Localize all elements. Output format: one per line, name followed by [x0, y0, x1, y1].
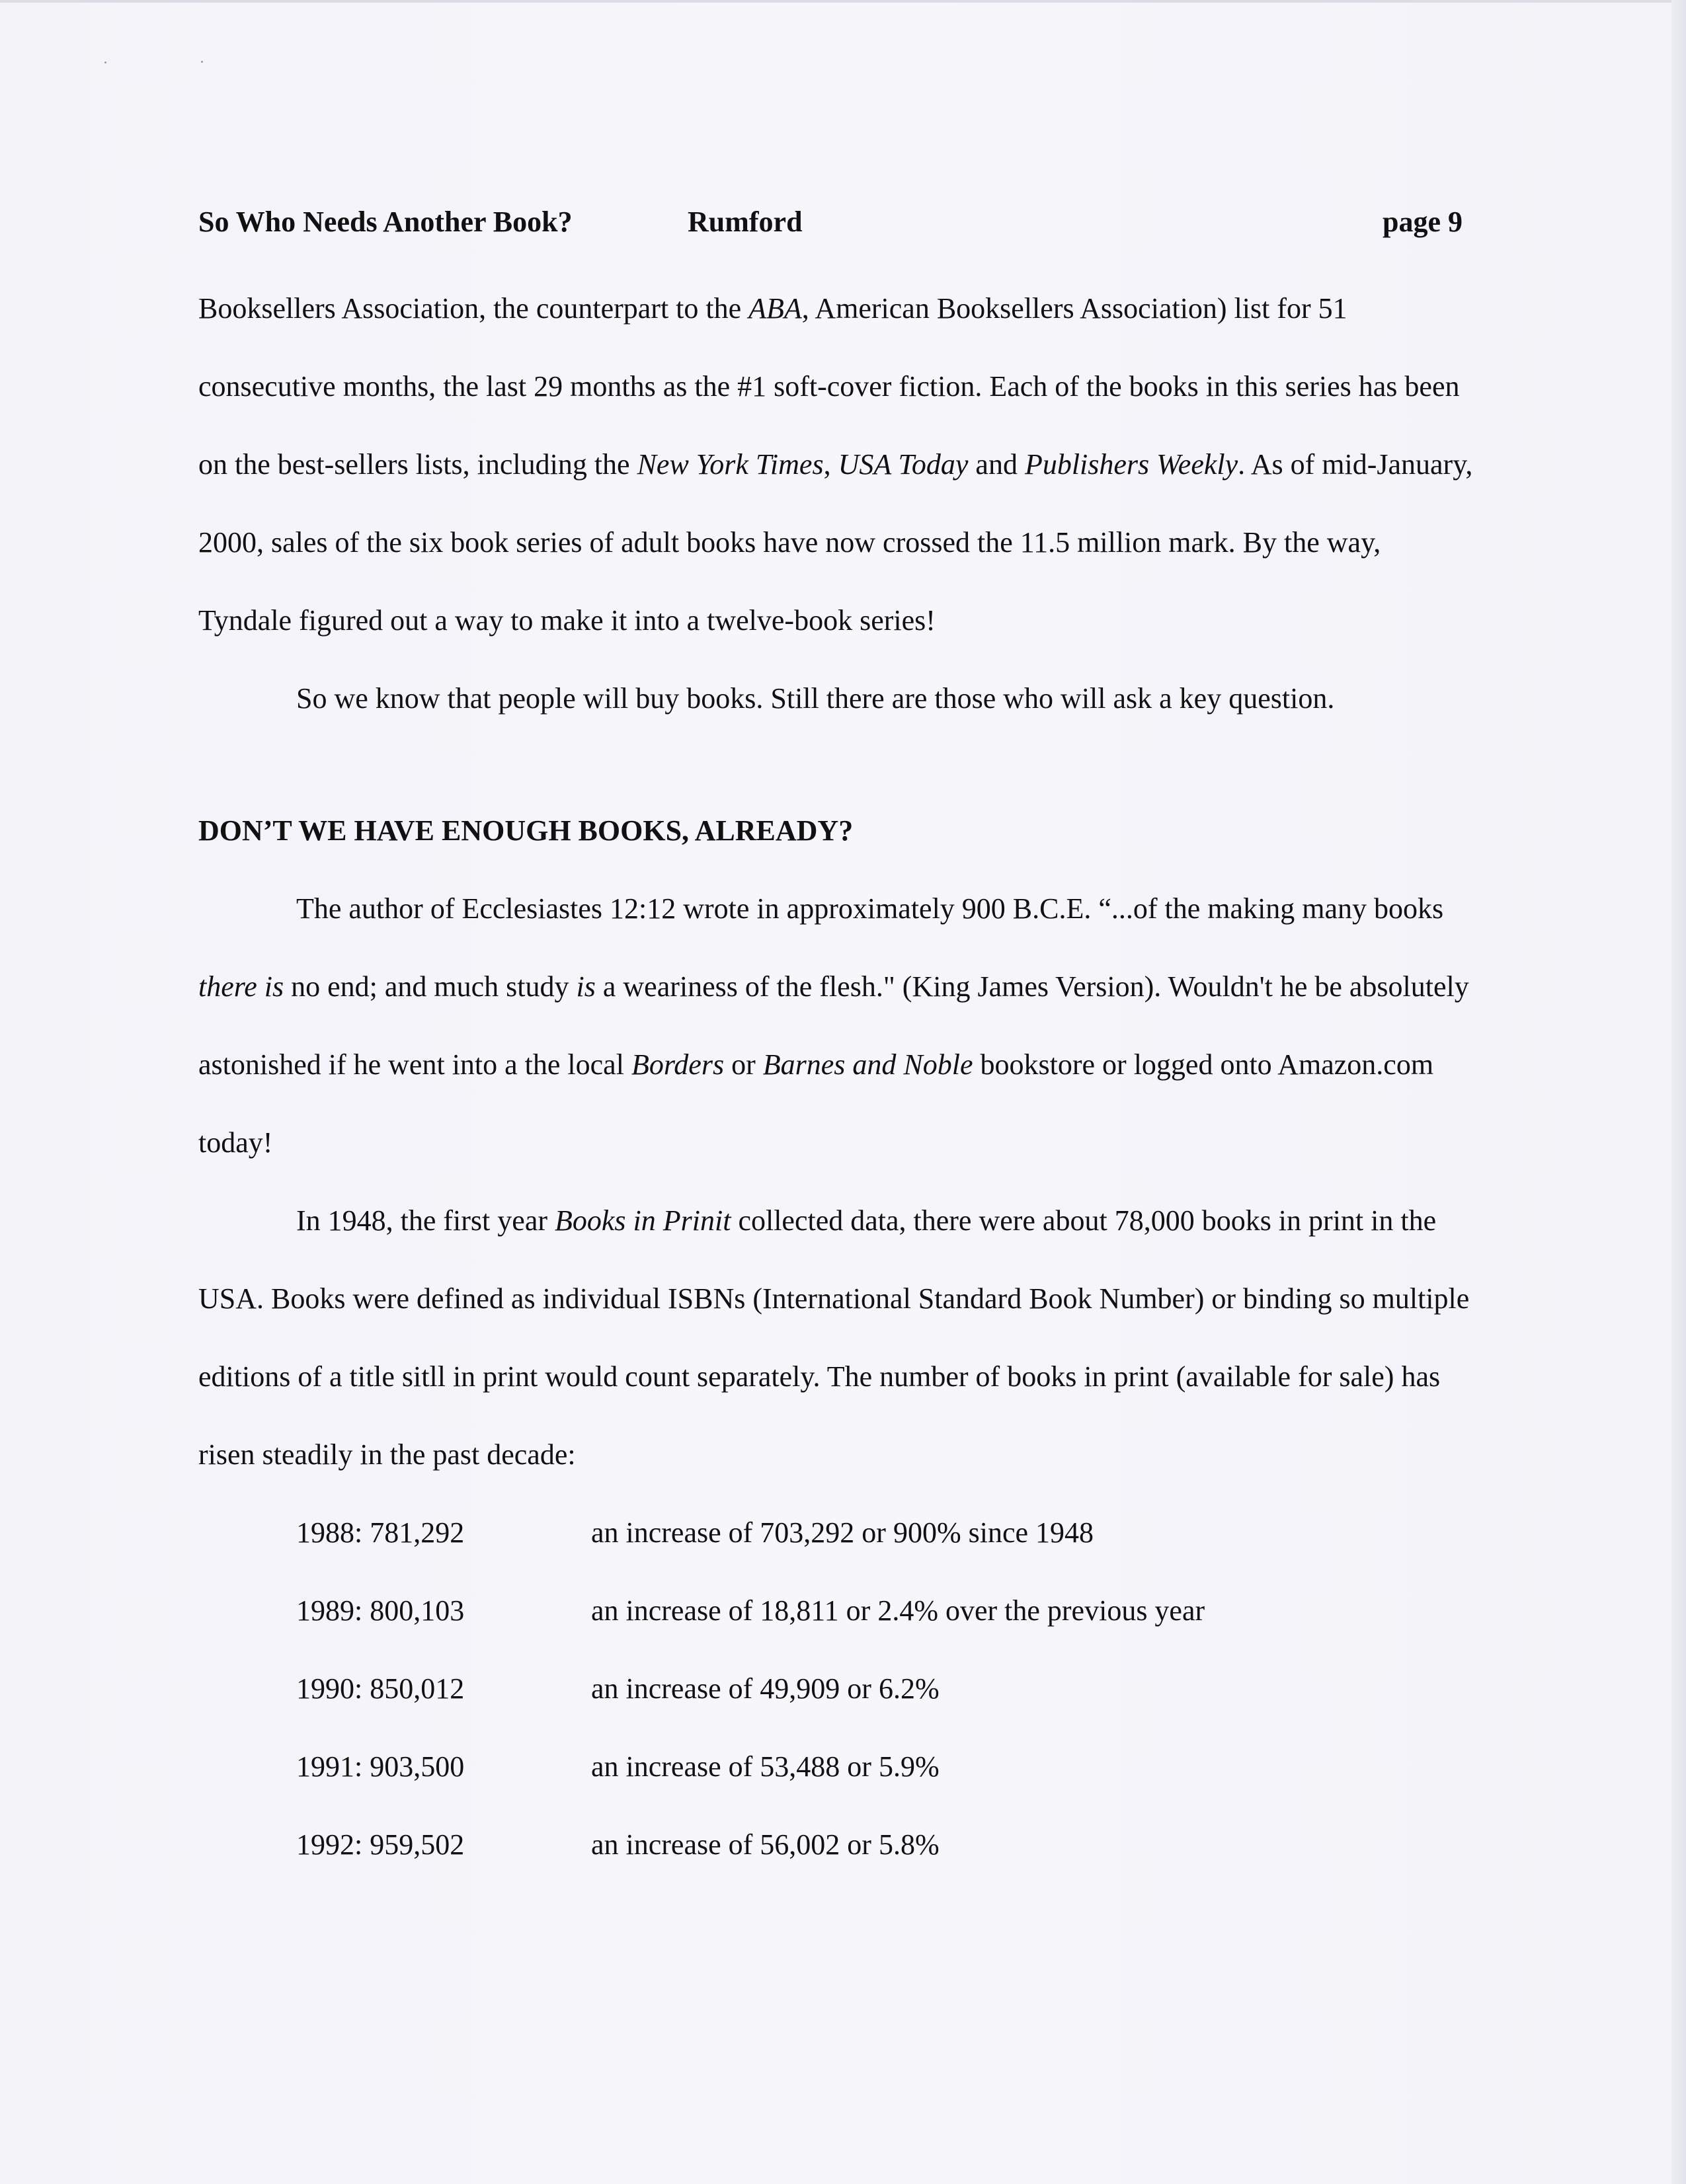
stat-row: [296, 1650, 1474, 1728]
italic-usa-today: USA Today: [838, 448, 969, 481]
italic-is: is: [576, 970, 596, 1003]
italic-barnes-and-noble: Barnes and Noble: [762, 1048, 973, 1081]
page-right-edge: [1671, 0, 1686, 2184]
stat-row: [296, 1572, 1474, 1650]
italic-new-york-times: New York Times: [637, 448, 824, 481]
books-in-print-stats: [296, 1494, 1474, 1884]
text-run: The author of Ecclesiastes 12:12 wrote in approximately 900 B.C.E. “...of the making many books: [296, 892, 1444, 925]
running-header: [198, 202, 1463, 242]
page-top-edge: [0, 0, 1686, 3]
header-author: Rumford: [688, 206, 803, 238]
italic-there-is: there is: [198, 970, 284, 1003]
section-heading: DON’T WE HAVE ENOUGH BOOKS, ALREADY?: [198, 814, 854, 847]
italic-borders: Borders: [631, 1048, 725, 1081]
text-run: a weariness of the flesh." (King James Version). Wouldn't he be absolutely astonished if he went into a the local: [198, 970, 1469, 1081]
stat-description: an increase of 56,002 or 5.8%: [591, 1828, 940, 1861]
stat-row: [296, 1806, 1474, 1884]
stat-description: an increase of 53,488 or 5.9%: [591, 1750, 940, 1783]
stat-year: 1990: 850,012: [296, 1672, 465, 1705]
paragraph-ecclesiastes: [198, 870, 1474, 1182]
text-run: . As of mid-January, 2000, sales of the six book series of adult books have now crossed the 11.5 million mark. By the way, Tyndale figured out a way to make it into a twelve-book series!: [198, 448, 1473, 637]
text-run: Booksellers Association, the counterpart to the: [198, 292, 749, 325]
paragraph-continuation: [198, 270, 1474, 660]
text-run: bookstore or logged onto Amazon.com today!: [198, 1048, 1434, 1159]
stat-description: an increase of 49,909 or 6.2%: [591, 1672, 940, 1705]
scan-speck: [201, 61, 203, 63]
stat-description: an increase of 703,292 or 900% since 1948: [591, 1516, 1094, 1549]
stat-year: 1991: 903,500: [296, 1750, 465, 1783]
header-page-number: page 9: [1383, 206, 1463, 238]
stat-year: 1992: 959,502: [296, 1828, 465, 1861]
text-run: , American Booksellers Association) list for 51 consecutive months, the last 29 months as the #1 soft-cover fiction. Each of the books in this series has been on the best-sellers lists, including the: [198, 292, 1460, 481]
scan-speck: [104, 61, 106, 63]
text-run: or: [724, 1048, 763, 1081]
stat-row: [296, 1728, 1474, 1806]
paragraph-books-in-print: [198, 1182, 1474, 1494]
text-run: no end; and much study: [284, 970, 577, 1003]
stat-description: an increase of 18,811 or 2.4% over the previous year: [591, 1594, 1205, 1627]
header-title: So Who Needs Another Book?: [198, 206, 573, 238]
body-text: [198, 270, 1474, 1884]
paragraph-key-question: So we know that people will buy books. Still there are those who will ask a key question.: [296, 682, 1335, 715]
stat-year: 1988: 781,292: [296, 1516, 465, 1549]
text-run: ,: [823, 448, 838, 481]
italic-aba: ABA: [748, 292, 802, 325]
text-run: collected data, there were about 78,000 books in print in the USA. Books were defined as individual ISBNs (International Standard Book Number) or binding so multiple editions of a title sitll in print would count separately. The number of books in print (available for sale) has risen steadily in the past decade:: [198, 1204, 1470, 1471]
text-run: In 1948, the first year: [296, 1204, 555, 1237]
stat-year: 1989: 800,103: [296, 1594, 465, 1627]
stat-row: [296, 1494, 1474, 1572]
italic-books-in-print: Books in Prinit: [555, 1204, 731, 1237]
italic-publishers-weekly: Publishers Weekly: [1024, 448, 1238, 481]
text-run: and: [968, 448, 1025, 481]
